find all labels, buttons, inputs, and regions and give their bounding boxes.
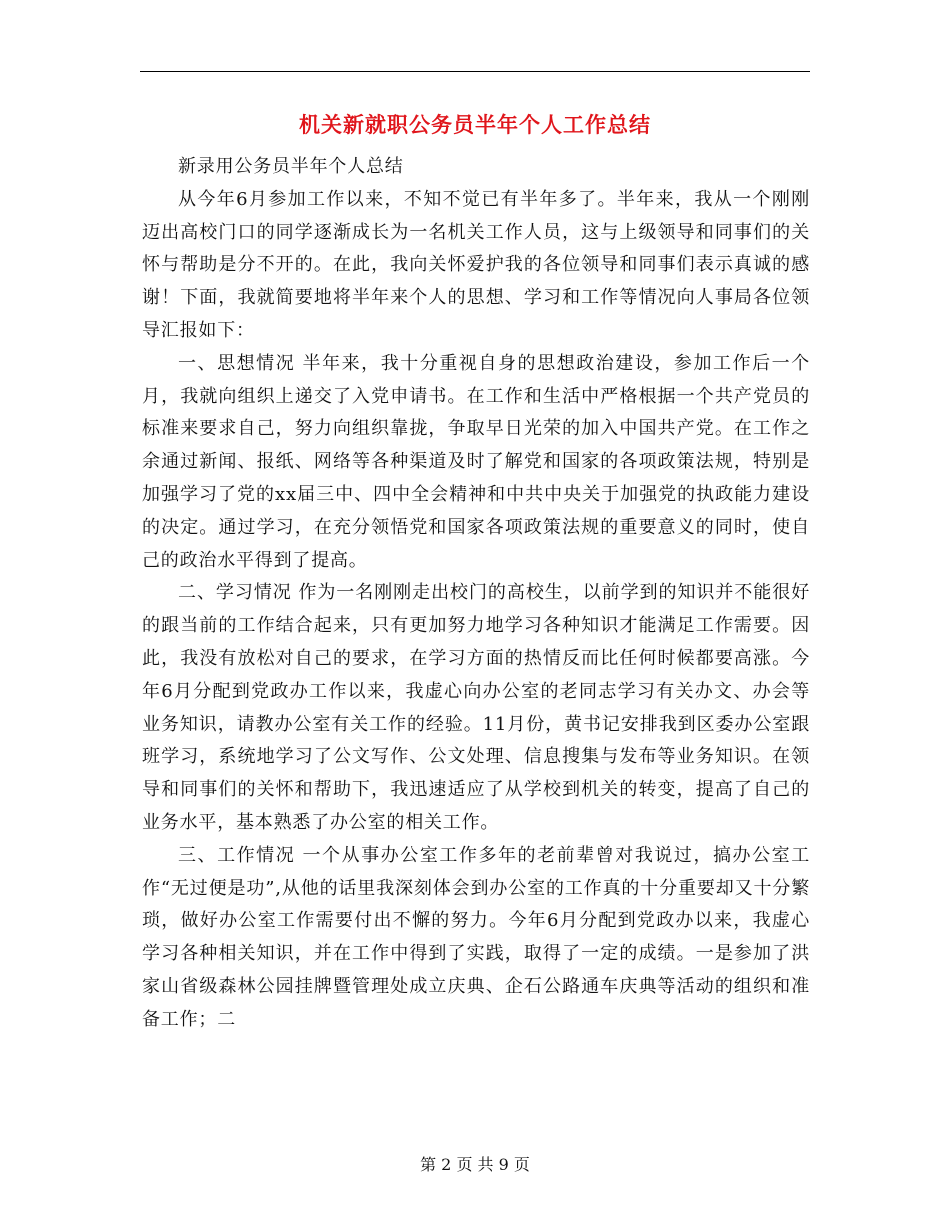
header-rule bbox=[140, 71, 810, 72]
study-section-paragraph: 二、学习情况 作为一名刚刚走出校门的高校生，以前学到的知识并不能很好的跟当前的工作结合起来，只有更加努力地学习各种知识才能满足工作需要。因此，我没有放松对自己的要求，在学习方面的热情反而比任何时候都要高涨。今年6月分配到党政办工作以来，我虚心向办公室的老同志学习有关办文、办会等业务知识，请教办公室有关工作的经验。11月份，黄书记安排我到区委办公室跟班学习，系统地学习了公文写作、公文处理、信息搜集与发布等业务知识。在领导和同事们的关怀和帮助下，我迅速适应了从学校到机关的转变，提高了自己的业务水平，基本熟悉了办公室的相关工作。 bbox=[142, 582, 810, 833]
subtitle-paragraph: 新录用公务员半年个人总结 bbox=[178, 156, 404, 177]
thought-section-paragraph: 一、思想情况 半年来，我十分重视自身的思想政治建设，参加工作后一个月，我就向组织上递交了入党申请书。在工作和生活中严格根据一个共产党员的标准来要求自己，努力向组织靠拢，争取早日光荣的加入中国共产党。在工作之余通过新闻、报纸、网络等各种渠道及时了解党和国家的各项政策法规，特别是加强学习了党的xx届三中、四中全会精神和中共中央关于加强党的执政能力建设的决定。通过学习，在充分领悟党和国家各项政策法规的重要意义的同时，使自己的政治水平得到了提高。 bbox=[142, 352, 810, 571]
page-number: 第 2 页 共 9 页 bbox=[420, 1155, 530, 1174]
work-section-paragraph: 三、工作情况 一个从事办公室工作多年的老前辈曾对我说过，搞办公室工作“无过便是功”,从他的话里我深刻体会到办公室的工作真的十分重要却又十分繁琐，做好办公室工作需要付出不懈的努力。今年6月分配到党政办以来，我虚心学习各种相关知识，并在工作中得到了实践，取得了一定的成绩。一是参加了洪家山省级森林公园挂牌暨管理处成立庆典、企石公路通车庆典等活动的组织和准备工作；二 bbox=[142, 844, 810, 1030]
document-body bbox=[142, 151, 810, 1037]
intro-paragraph: 从今年6月参加工作以来，不知不觉已有半年多了。半年来，我从一个刚刚迈出高校门口的同学逐渐成长为一名机关工作人员，这与上级领导和同事们的关怀与帮助是分不开的。在此，我向关怀爱护我的各位领导和同事们表示真诚的感谢！下面，我就简要地将半年来个人的思想、学习和工作等情况向人事局各位领导汇报如下： bbox=[142, 188, 810, 341]
document-title: 机关新就职公务员半年个人工作总结 bbox=[299, 112, 651, 137]
